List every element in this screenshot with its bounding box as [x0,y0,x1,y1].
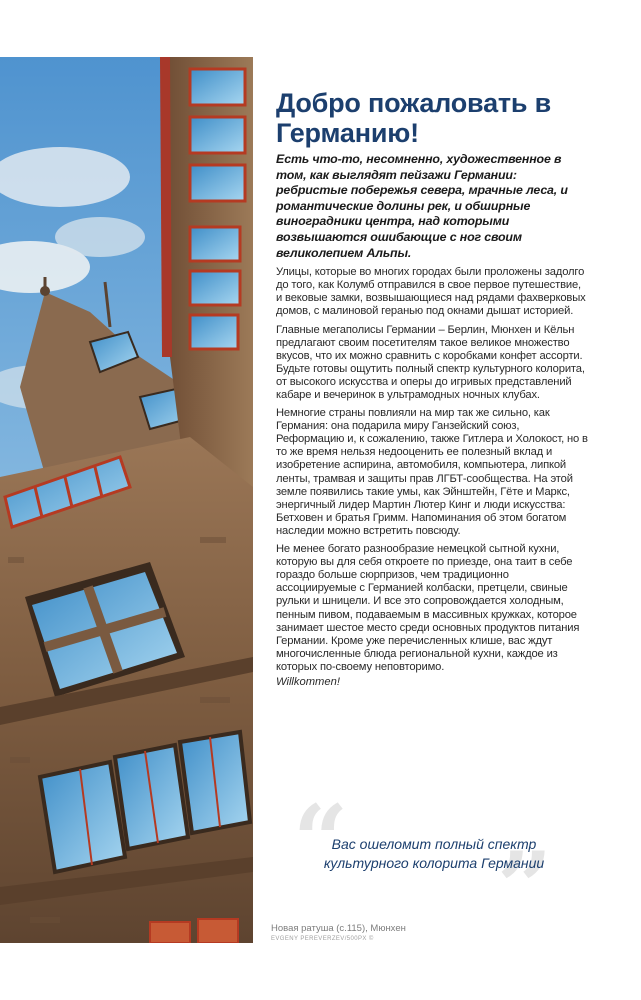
photo-credit: EVGENY PEREVERZEV/500PX © [271,936,374,942]
page-title: Добро пожаловать в Германию! [276,88,552,148]
signoff: Willkommen! [276,675,340,688]
pull-quote: Вас ошеломит полный спектр культурного колорита Германии [323,836,545,871]
body-paragraph: Главные мегаполисы Германии – Берлин, Мюнхен и Кёльн предлагают своим посетителям такое великое множество вкусов, что их можно сравнить с коробками конфет ассорти. Будьте готовы ощутить полный спектр культурного колорита, от высокого искусства и оперы до игривых представлений кабаре и вечеринок в ультрамодных ночных клубах. [276,323,585,401]
quote-close-icon: ” [497,831,553,944]
photo-caption: Новая ратуша (с.115), Мюнхен [271,923,406,934]
body-paragraph: Немногие страны повлияли на мир так же сильно, как Германия: она подарила миру Ганзейский союз, Реформацию и, к сожалению, также Гитлера и Холокост, но в то же время нельзя недооценить ее полезный вклад и изобретение аспирина, автомобиля, компьютера, липкой ленты, трамвая и защиты прав ЛГБТ-сообщества. На этой земле появились такие умы, как Эйнштейн, Гёте и Маркс, энергичный лидер Мартин Лютер Кинг и люди искусства: Бетховен и братья Гримм. Напоминания об этом богатом наследии можно встретить повсюду. [276,407,588,537]
article-body [276,266,590,674]
article-column [276,88,590,688]
body-paragraph: Улицы, которые во многих городах были проложены задолго до того, как Колумб отправился в свое первое путешествие, и вековые замки, возвышающиеся над рядами фахверковых домов, с малиновой геранью под окнами дышат историей. [276,266,586,318]
body-paragraph: Не менее богато разнообразие немецкой сытной кухни, которую вы для себя откроете по приезде, она таит в себе гораздо больше сюрпризов, чем традиционно ассоциируемые с Германией колбаски, претцели, свиные рульки и шницели. И все это сопровождается холодным, пенным пивом, подаваемым в массивных кружках, которое занимает шестое место среди основных продуктов питания Германии. Кроме уже перечисленных клише, вас ждут многочисленные блюда региональной кухни, каждое из которых по-своему неповторимо. [276,543,580,673]
quote-open-icon: “ [293,784,349,897]
town-hall-photo [0,57,253,943]
lede-paragraph: Есть что-то, несомненно, художественное в том, как выглядят пейзажи Германии: ребристые побережья севера, мрачные леса, и романтические долины рек, и обширные виноградники центра, над которыми возвышаются ошибающие с ног своим великолепием Альпы. [276,152,568,260]
